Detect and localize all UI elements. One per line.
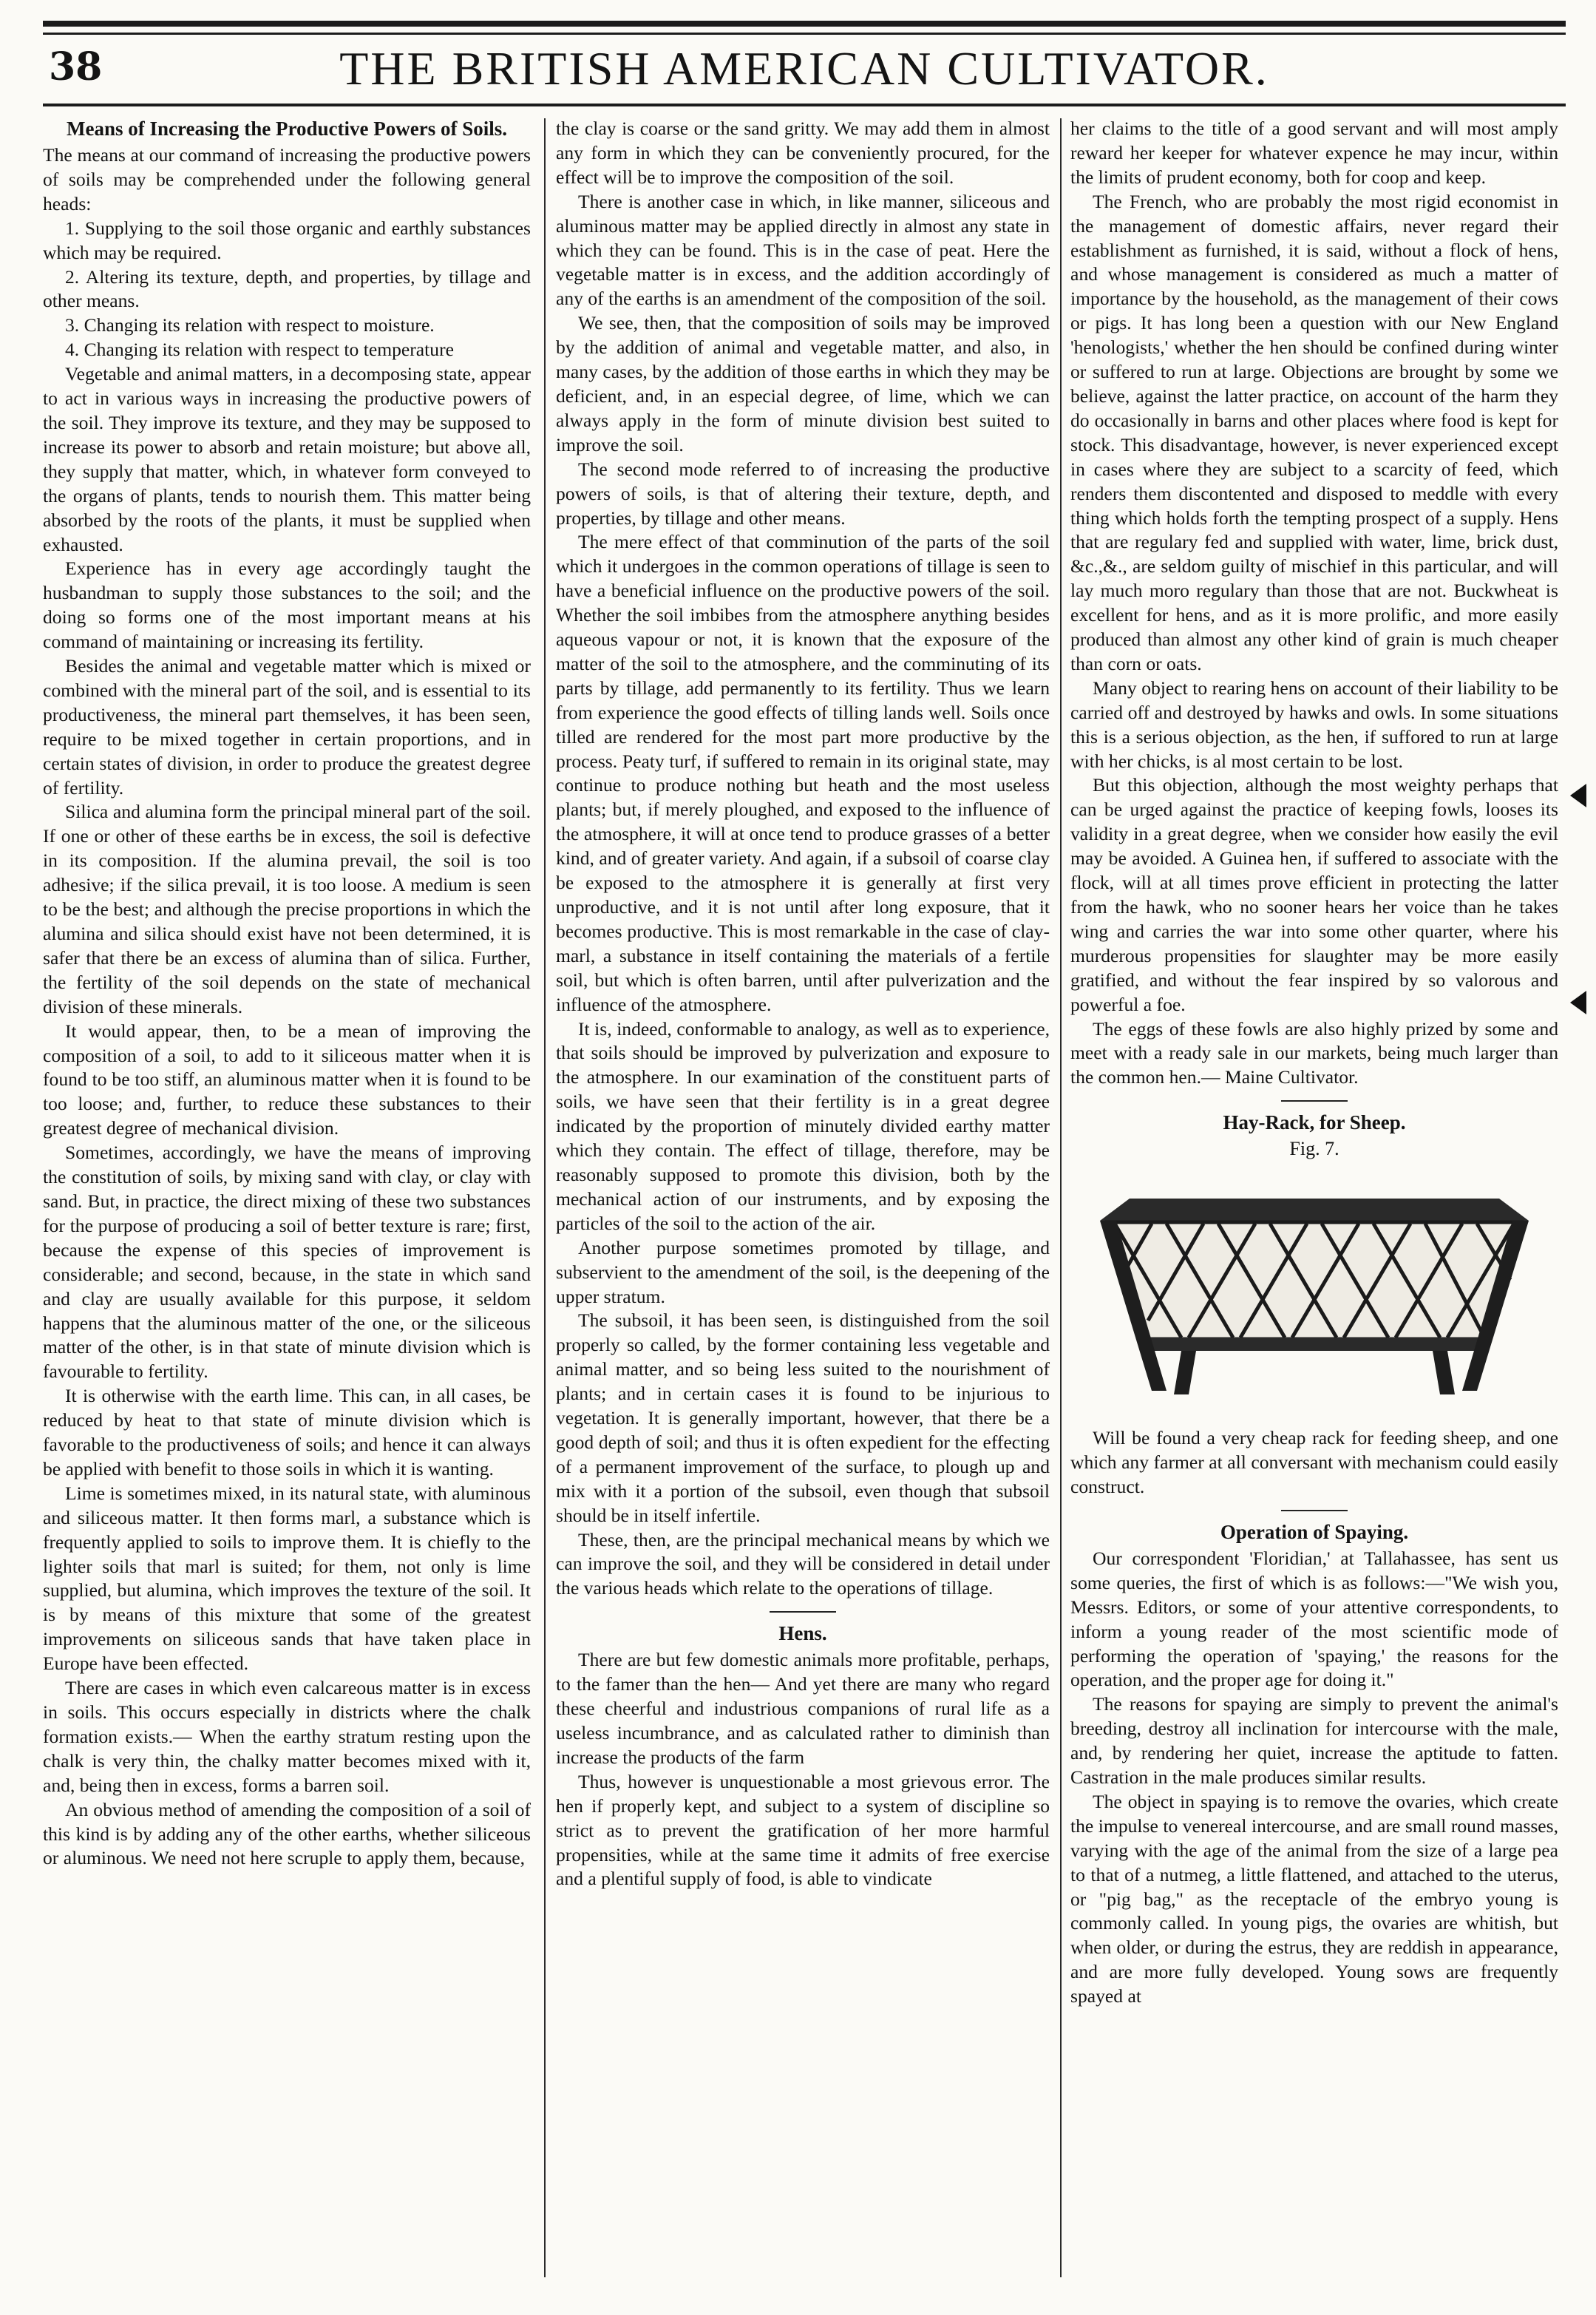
top-rule-thin: [43, 33, 1566, 35]
column-3: [1070, 117, 1558, 2009]
rack-top-rail: [1100, 1199, 1529, 1221]
paragraph: The mere effect of that comminution of the parts of the soil which it undergoes in the common operations of tillage is seen to have a beneficial influence on the productive powers of the soil. Whether the soil imbibes from the atmosphere anything besides aqueous vapour or not, it is known that the exposure of the matter of the soil to the atmosphere, and the comminuting of its parts by tillage, add permanently to its fertility. Thus we learn from experience the good effects of tilling lands well. Soils once tilled are rendered for the most part more productive by the process. Peaty turf, if suffered to remain in its original state, may continue to produce nothing but heath and the most useless plants; but, if merely ploughed, and exposed to the influence of the atmosphere, it will at once tend to produce grasses of a better kind, and of greater variety. And again, if a subsoil of coarse clay be exposed to the atmosphere it is generally at first very unproductive, and it is not until after long exposure, that it becomes productive. This is most remarkable in the case of clay-marl, a substance in itself containing the materials of a fertile soil, but which is often barren, until after pulverization and the influence of the atmosphere.: [556, 531, 1050, 1015]
page-header: [43, 38, 1566, 104]
article-heading-spaying: Operation of Spaying.: [1220, 1520, 1409, 1543]
paragraph: An obvious method of amending the composition of a soil of this kind is by adding any of the other earths, whether siliceous or aluminous. We need not here scruple to apply them, because,: [43, 1798, 531, 1869]
article-heading-hens: Hens.: [778, 1622, 827, 1645]
section-rule: [1281, 1100, 1348, 1102]
column-1: [43, 117, 531, 1871]
paragraph: Our correspondent 'Floridian,' at Tallahassee, has sent us some queries, the first of which is as follows:—"We wish you, Messrs. Editors, or some of your attentive correspondents, to inform a young reader of the most scientific mode of performing the operation of 'spaying,' the reasons for the operation, and the proper age for doing it.": [1070, 1547, 1558, 1691]
margin-arrow-icon: [1570, 991, 1586, 1014]
paragraph: Another purpose sometimes promoted by tillage, and subservient to the amendment of the soil, is the deepening of the upper stratum.: [556, 1236, 1050, 1307]
paragraph: The object in spaying is to remove the ovaries, which create the impulse to venereal intercourse, and are small round masses, varying with the age of the animal from the size of a large pea to that of a nutmeg, a little flattened, and attached to the uterus, or "pig bag," as the receptacle of the embryo young is commonly called. In young pigs, the ovaries are whitish, but when older, or during the estrus, they are reddish in appearance, and are more fully developed. Young sows are frequently spayed at: [1070, 1790, 1558, 2007]
paragraph: Vegetable and animal matters, in a decomposing state, appear to act in various ways in increasing the productive powers of the soil. They improve its texture, and they may be supposed to increase its power to absorb and retain moisture; but above all, they supply that matter, which, in whatever form conveyed to the organs of plants, tends to nourish them. This matter being absorbed by the roots of the plants, it must be supplied when exhausted.: [43, 363, 531, 555]
paragraph: 3. Changing its relation with respect to moisture.: [65, 314, 435, 336]
paragraph: Thus, however is unquestionable a most grievous error. The hen if properly kept, and subject to a system of discipline so strict as to prevent the gratification of her more harmful propensities, while at the same time it admits of free exercise and a plentiful supply of food, is able to vindicate: [556, 1770, 1050, 1890]
paragraph: There are cases in which even calcareous matter is in excess in soils. This occurs especially in districts where the chalk formation exists.— When the earthy stratum resting upon the chalk is very thin, the chalky matter becomes mixed with it, and, being then in excess, forms a barren soil.: [43, 1677, 531, 1796]
paragraph: Many object to rearing hens on account of their liability to be carried off and destroyed by hawks and owls. In some situations this is a serious objection, as the hen, if suffored to run at large with her chicks, is al most certain to be lost.: [1070, 677, 1558, 772]
paragraph: Sometimes, accordingly, we have the means of improving the constitution of soils, by mixing sand with clay, or clay with sand. But, in practice, the direct mixing of these two substances for the purpose of producing a soil of better texture is rare; first, because the expense of this species of improvement is considerable; and second, because, in the state in which sand and clay are usually available for this purpose, it seldom happens that the aluminous matter of the one, or the siliceous matter of the other, is in that state of minute division which is favourable to fertility.: [43, 1142, 531, 1383]
paragraph: 1. Supplying to the soil those organic and earthly substances which may be required.: [43, 217, 531, 263]
paragraph: Experience has in every age accordingly taught the husbandman to supply those substances to the soil; and the doing so forms one of the most important means at his command of maintaining or increasing its fertility.: [43, 557, 531, 653]
rack-leg-center-right: [1433, 1351, 1455, 1394]
section-rule: [1281, 1510, 1348, 1511]
paragraph: But this objection, although the most weighty perhaps that can be urged against the practice of keeping fowls, looses its validity in a great degree, when we consider how easily the evil may be avoided. A Guinea hen, if suffered to associate with the flock, will at all times prove efficient in protecting the latter from the hawk, who no sooner hears her voice than he takes wing and carries the war into some other quarter, where his murderous propensities for slaughter may be more easily gratified, and without the fear inspired by so valorous and powerful a foe.: [1070, 774, 1558, 1015]
figure-label: Fig. 7.: [1289, 1138, 1339, 1160]
rack-bottom-rail: [1141, 1338, 1488, 1351]
paragraph: Silica and alumina form the principal mineral part of the soil. If one or other of these earths be in excess, the soil is defective in its composition. If the alumina prevail, the soil is too adhesive; if the silica prevail, it is too loose. A medium is seen to be the best; and although the precise proportions in which the alumina and silica should exist have not been determined, it is safer that there be an excess of alumina than of silica. Further, the fertility of the soil depends on the state of mechanical division of these minerals.: [43, 801, 531, 1017]
paragraph: There is another case in which, in like manner, siliceous and aluminous matter may be applied directly in almost any state in which they can be found. This is in the case of peat. Here the vegetable matter is in excess, and the addition accordingly of any of the earths is an amendment of the composition of the soil.: [556, 190, 1050, 310]
paragraph: These, then, are the principal mechanical means by which we can improve the soil, and they will be considered in detail under the various heads which relate to the operations of tillage.: [556, 1528, 1050, 1599]
paragraph: Besides the animal and vegetable matter which is mixed or combined with the mineral part of the soil, and is essential to its productiveness, the mineral part themselves, it has been seen, require to be mixed together in certain proportions, and in certain states of division, in order to produce the greatest degree of fertility.: [43, 655, 531, 799]
paragraph: We see, then, that the composition of soils may be improved by the addition of animal and vegetable matter, and also, in many cases, by the addition of those earths in which they may be deficient, and, in an especial degree, of lime, which we can always apply in the form of minute division best suited to improve the soil.: [556, 312, 1050, 455]
margin-arrow-icon: [1570, 784, 1586, 807]
paragraph: The reasons for spaying are simply to prevent the animal's breeding, destroy all inclination for intercourse with the male, and, by rendering her quiet, increase the aptitude to fatten. Castration in the male produces similar results.: [1070, 1693, 1558, 1789]
paragraph: It would appear, then, to be a mean of improving the composition of a soil, to add to it siliceous matter when it is found to be too stiff, an aluminous matter when it is found to be too loose; and, further, to reduce these substances to their greatest degree of mechanical division.: [43, 1020, 531, 1139]
header-rule: [43, 104, 1566, 106]
rack-leg-center-left: [1174, 1351, 1196, 1394]
paragraph: 4. Changing its relation with respect to temperature: [65, 339, 454, 361]
paragraph: The subsoil, it has been seen, is distinguished from the soil properly so called, by the former containing less vegetable and animal matter, and so being less suited to the nourishment of plants; and in certain cases it is found to be injurious to vegetation. It is generally important, however, that there be a good depth of soil; and thus it is often expedient for the effecting of a permanent improvement of the surface, to plough up and mix with it a portion of the subsoil, even though that subsoil should be in itself infertile.: [556, 1309, 1050, 1526]
figure-caption: Will be found a very cheap rack for feeding sheep, and one which any farmer at all conversant with mechanism could easily construct.: [1070, 1427, 1558, 1497]
article-heading-soils: Means of Increasing the Productive Powers of Soils.: [67, 118, 507, 140]
top-rule-thick: [43, 21, 1566, 27]
section-rule: [770, 1611, 836, 1613]
column-2: [556, 117, 1050, 1891]
paragraph: The eggs of these fowls are also highly prized by some and meet with a ready sale in our markets, being much larger than the common hen.— Maine Cultivator.: [1070, 1017, 1558, 1088]
paragraph: There are but few domestic animals more profitable, perhaps, to the famer than the hen— And yet there are many who regard these cheerful and industrious companions of rural life as a useless incumbrance, and as calculated rather to diminish than increase the products of the farm: [556, 1649, 1050, 1768]
masthead-title: THE BRITISH AMERICAN CULTIVATOR.: [339, 42, 1269, 95]
paragraph: her claims to the title of a good servant and will most amply reward her keeper for whatever expence he may incur, within the limits of prudent economy, both for coop and keep.: [1070, 118, 1558, 188]
paragraph: The second mode referred to of increasing the productive powers of soils, is that of altering their texture, depth, and properties, by tillage and other means.: [556, 458, 1050, 529]
column-divider-1: [544, 118, 546, 2277]
paragraph: It is, indeed, conformable to analogy, as well as to experience, that soils should be improved by pulverization and exposure to the atmosphere. In our examination of the constituent parts of soils, we have seen that their fertility is in a great degree indicated by the proportion of minutely divided earthy matter which they contain. The effect of tillage, therefore, may be reasonably supposed to promote this division, both by the mechanical action of our instruments, and by exposing the particles of the soil to the action of the air.: [556, 1017, 1050, 1234]
paragraph: It is otherwise with the earth lime. This can, in all cases, be reduced by heat to that state of minute division which is favorable to the productiveness of soils; and hence it can always be applied with benefit to those soils in which it is wanting.: [43, 1385, 531, 1480]
hay-rack-drawing: [1085, 1169, 1544, 1413]
hay-rack-illustration: [1085, 1169, 1544, 1413]
paragraph: The means at our command of increasing the productive powers of soils may be comprehended under the following general heads:: [43, 144, 531, 214]
column-divider-2: [1060, 118, 1062, 2277]
paragraph: The French, who are probably the most rigid economist in the management of domestic affairs, never regard their establishment as furnished, it is said, without a flock of hens, and whose management is considered as much a matter of importance by the household, as the management of their cows or pigs. It has long been a question with our New England 'henologists,' whether the hen should be confined during winter or suffered to run at large. Objections are brought by some we believe, against the latter practice, on account of the harm they do occasionally in barns and other places where food is kept for stock. This disadvantage, however, is never experienced except in cases where they are subject to a scarcity of feed, which renders them discontented and disposed to meddle with every thing which holds forth the tempting prospect of a supply. Hens that are regulary fed and supplied with water, lime, brick dust, &c.,&., are seldom guilty of mischief in this particular, and will lay much moro regulary than those that are not. Buckwheat is excellent for hens, and as it is more prolific, and more easily produced than almost any other kind of grain is much cheaper than corn or oats.: [1070, 190, 1558, 674]
article-heading-hayrack: Hay-Rack, for Sheep.: [1223, 1111, 1406, 1134]
paragraph: Lime is sometimes mixed, in its natural state, with aluminous and siliceous matter. It then forms marl, a substance which is frequently applied to soils to improve them. It is chiefly to the lighter soils that marl is suited; for them, not only is lime supplied, but alumina, which improves the texture of the soil. It is by means of this mixture that some of the greatest improvements on siliceous sands that have taken place in Europe have been effected.: [43, 1482, 531, 1675]
paragraph: the clay is coarse or the sand gritty. We may add them in almost any form in which they can be conveniently procured, for the effect will be to improve the composition of the soil.: [556, 118, 1050, 188]
page-number: 38: [49, 44, 103, 89]
paragraph: 2. Altering its texture, depth, and properties, by tillage and other means.: [43, 265, 531, 312]
